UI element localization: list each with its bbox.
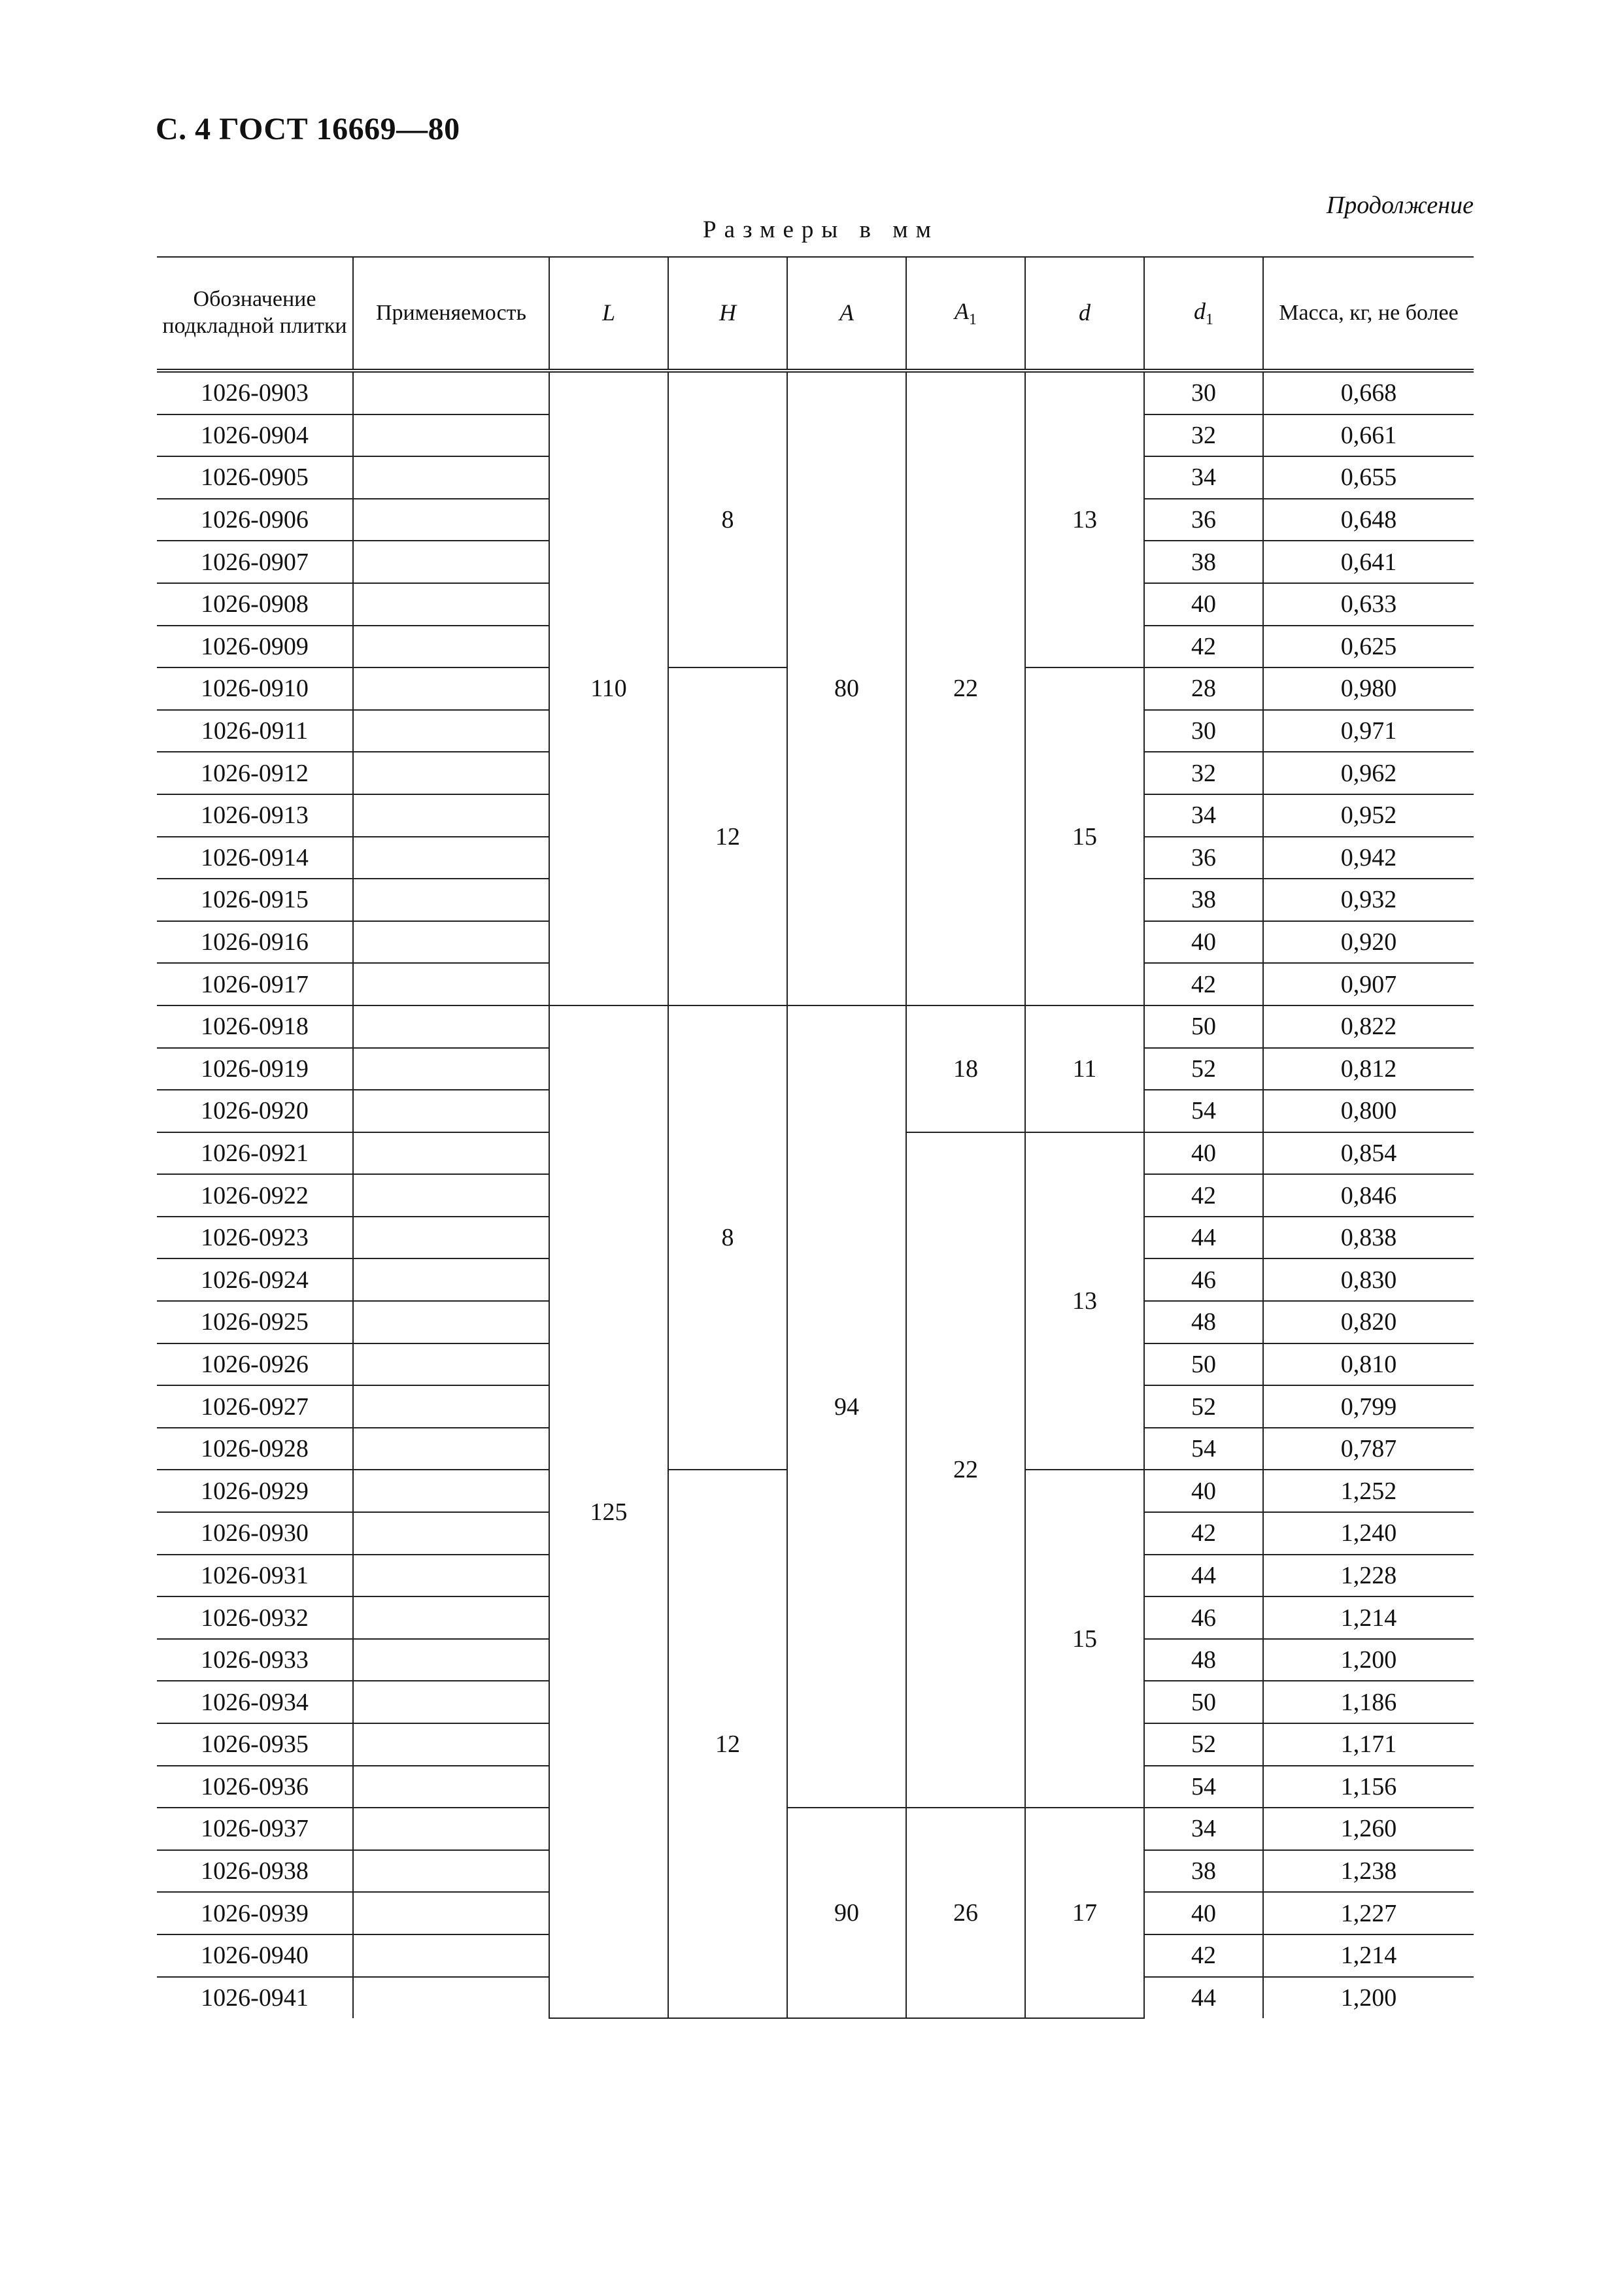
d-value-cell: 15 [1025, 667, 1144, 1005]
header-mass: Масса, кг, не более [1263, 257, 1474, 371]
d1-value-cell: 42 [1144, 1934, 1263, 1977]
d-value-cell: 15 [1025, 1470, 1144, 1808]
table-header-row [157, 257, 1474, 371]
designation-cell: 1026-0930 [157, 1512, 353, 1555]
header-d1 [1144, 257, 1263, 371]
designation-cell: 1026-0932 [157, 1596, 353, 1639]
A1-value-cell: 22 [906, 1132, 1025, 1808]
d1-value-cell: 40 [1144, 1470, 1263, 1512]
designation-cell: 1026-0934 [157, 1681, 353, 1723]
d-value-cell: 11 [1025, 1005, 1144, 1132]
header-A: A [787, 257, 906, 371]
designation-cell: 1026-0925 [157, 1301, 353, 1343]
d1-value-cell: 44 [1144, 1555, 1263, 1597]
designation-cell: 1026-0938 [157, 1850, 353, 1893]
applicability-cell [353, 1385, 549, 1428]
designation-cell: 1026-0915 [157, 879, 353, 921]
applicability-cell [353, 541, 549, 583]
d1-value-cell: 48 [1144, 1301, 1263, 1343]
d1-value-cell: 46 [1144, 1258, 1263, 1301]
mass-cell: 1,186 [1263, 1681, 1474, 1723]
header-A1 [906, 257, 1025, 371]
d1-value-cell: 40 [1144, 921, 1263, 964]
designation-cell: 1026-0917 [157, 963, 353, 1005]
applicability-cell [353, 1048, 549, 1090]
H-value-cell: 12 [668, 667, 787, 1005]
applicability-cell [353, 1723, 549, 1766]
designation-cell: 1026-0904 [157, 414, 353, 457]
applicability-cell [353, 1639, 549, 1681]
applicability-cell [353, 1174, 549, 1217]
designation-cell: 1026-0909 [157, 626, 353, 668]
mass-cell: 0,907 [1263, 963, 1474, 1005]
designation-cell: 1026-0924 [157, 1258, 353, 1301]
applicability-cell [353, 371, 549, 414]
page-header: С. 4 ГОСТ 16669—80 [156, 112, 460, 146]
designation-cell: 1026-0903 [157, 371, 353, 414]
mass-cell: 0,932 [1263, 879, 1474, 921]
designation-cell: 1026-0940 [157, 1934, 353, 1977]
designation-cell: 1026-0908 [157, 583, 353, 626]
d1-value-cell: 38 [1144, 1850, 1263, 1893]
applicability-cell [353, 1596, 549, 1639]
designation-cell: 1026-0939 [157, 1892, 353, 1934]
designation-cell: 1026-0907 [157, 541, 353, 583]
mass-cell: 1,228 [1263, 1555, 1474, 1597]
designation-cell: 1026-0929 [157, 1470, 353, 1512]
applicability-cell [353, 1258, 549, 1301]
d1-value-cell: 54 [1144, 1766, 1263, 1808]
A-value-cell: 90 [787, 1808, 906, 2018]
d1-value-cell: 44 [1144, 1977, 1263, 2019]
A1-value-cell: 26 [906, 1808, 1025, 2018]
d-value-cell: 13 [1025, 1132, 1144, 1470]
mass-cell: 0,625 [1263, 626, 1474, 668]
d1-value-cell: 34 [1144, 456, 1263, 499]
d1-value-cell: 50 [1144, 1681, 1263, 1723]
d1-value-cell: 32 [1144, 414, 1263, 457]
continuation-label: Продолжение [1326, 192, 1474, 219]
applicability-cell [353, 456, 549, 499]
designation-cell: 1026-0933 [157, 1639, 353, 1681]
units-label: Размеры в мм [703, 216, 939, 243]
designation-cell: 1026-0911 [157, 710, 353, 752]
d1-value-cell: 40 [1144, 1132, 1263, 1175]
applicability-cell [353, 1470, 549, 1512]
applicability-cell [353, 414, 549, 457]
mass-cell: 0,854 [1263, 1132, 1474, 1175]
applicability-cell [353, 499, 549, 541]
d1-value-cell: 30 [1144, 710, 1263, 752]
H-value-cell: 12 [668, 1470, 787, 2018]
mass-cell: 0,920 [1263, 921, 1474, 964]
mass-cell: 0,952 [1263, 794, 1474, 837]
mass-cell: 0,980 [1263, 667, 1474, 710]
designation-cell: 1026-0927 [157, 1385, 353, 1428]
applicability-cell [353, 794, 549, 837]
designation-cell: 1026-0926 [157, 1343, 353, 1386]
mass-cell: 0,661 [1263, 414, 1474, 457]
mass-cell: 0,820 [1263, 1301, 1474, 1343]
mass-cell: 1,227 [1263, 1892, 1474, 1934]
applicability-cell [353, 1892, 549, 1934]
L-value-cell: 110 [549, 371, 668, 1005]
d1-value-cell: 50 [1144, 1005, 1263, 1048]
designation-cell: 1026-0920 [157, 1090, 353, 1132]
mass-cell: 1,240 [1263, 1512, 1474, 1555]
d1-value-cell: 42 [1144, 963, 1263, 1005]
designation-cell: 1026-0914 [157, 837, 353, 879]
applicability-cell [353, 1343, 549, 1386]
d1-value-cell: 46 [1144, 1596, 1263, 1639]
designation-cell: 1026-0916 [157, 921, 353, 964]
header-applicability: Применяемость [353, 257, 549, 371]
d1-value-cell: 42 [1144, 626, 1263, 668]
designation-cell: 1026-0918 [157, 1005, 353, 1048]
table-body [157, 371, 1474, 2018]
mass-cell: 1,156 [1263, 1766, 1474, 1808]
mass-cell: 0,810 [1263, 1343, 1474, 1386]
designation-cell: 1026-0941 [157, 1977, 353, 2019]
d1-value-cell: 32 [1144, 752, 1263, 794]
mass-cell: 1,214 [1263, 1596, 1474, 1639]
L-value-cell: 125 [549, 1005, 668, 2018]
header-A1-subscript: 1 [969, 311, 977, 328]
applicability-cell [353, 1808, 549, 1850]
d1-value-cell: 42 [1144, 1512, 1263, 1555]
mass-cell: 1,171 [1263, 1723, 1474, 1766]
table-row [157, 1005, 1474, 1048]
applicability-cell [353, 1132, 549, 1175]
designation-cell: 1026-0922 [157, 1174, 353, 1217]
d1-value-cell: 40 [1144, 583, 1263, 626]
mass-cell: 1,252 [1263, 1470, 1474, 1512]
A-value-cell: 80 [787, 371, 906, 1005]
designation-cell: 1026-0936 [157, 1766, 353, 1808]
mass-cell: 0,799 [1263, 1385, 1474, 1428]
applicability-cell [353, 1005, 549, 1048]
mass-cell: 0,822 [1263, 1005, 1474, 1048]
d1-value-cell: 48 [1144, 1639, 1263, 1681]
designation-cell: 1026-0937 [157, 1808, 353, 1850]
H-value-cell: 8 [668, 371, 787, 667]
applicability-cell [353, 963, 549, 1005]
d-value-cell: 13 [1025, 371, 1144, 667]
designation-cell: 1026-0923 [157, 1217, 353, 1259]
designation-cell: 1026-0912 [157, 752, 353, 794]
d1-value-cell: 50 [1144, 1343, 1263, 1386]
table-row [157, 371, 1474, 414]
A-value-cell: 94 [787, 1005, 906, 1808]
mass-cell: 0,962 [1263, 752, 1474, 794]
applicability-cell [353, 1681, 549, 1723]
mass-cell: 0,668 [1263, 371, 1474, 414]
mass-cell: 1,260 [1263, 1808, 1474, 1850]
applicability-cell [353, 1428, 549, 1470]
header-d: d [1025, 257, 1144, 371]
applicability-cell [353, 837, 549, 879]
d1-value-cell: 36 [1144, 837, 1263, 879]
mass-cell: 0,641 [1263, 541, 1474, 583]
mass-cell: 0,942 [1263, 837, 1474, 879]
d-value-cell: 17 [1025, 1808, 1144, 2018]
d1-value-cell: 54 [1144, 1090, 1263, 1132]
d1-value-cell: 40 [1144, 1892, 1263, 1934]
header-d1-symbol: d [1194, 297, 1206, 324]
H-value-cell: 8 [668, 1005, 787, 1470]
d1-value-cell: 38 [1144, 879, 1263, 921]
d1-value-cell: 52 [1144, 1723, 1263, 1766]
applicability-cell [353, 583, 549, 626]
d1-value-cell: 42 [1144, 1174, 1263, 1217]
mass-cell: 1,200 [1263, 1977, 1474, 2019]
mass-cell: 1,214 [1263, 1934, 1474, 1977]
applicability-cell [353, 710, 549, 752]
designation-cell: 1026-0919 [157, 1048, 353, 1090]
header-A1-symbol: A [955, 297, 969, 324]
applicability-cell [353, 921, 549, 964]
header-d1-subscript: 1 [1206, 311, 1213, 328]
applicability-cell [353, 1555, 549, 1597]
d1-value-cell: 34 [1144, 794, 1263, 837]
mass-cell: 0,830 [1263, 1258, 1474, 1301]
mass-cell: 0,800 [1263, 1090, 1474, 1132]
designation-cell: 1026-0905 [157, 456, 353, 499]
d1-value-cell: 28 [1144, 667, 1263, 710]
mass-cell: 0,648 [1263, 499, 1474, 541]
designation-cell: 1026-0913 [157, 794, 353, 837]
table-row [157, 1808, 1474, 1850]
applicability-cell [353, 1301, 549, 1343]
applicability-cell [353, 1090, 549, 1132]
d1-value-cell: 38 [1144, 541, 1263, 583]
designation-cell: 1026-0906 [157, 499, 353, 541]
applicability-cell [353, 1850, 549, 1893]
d1-value-cell: 54 [1144, 1428, 1263, 1470]
designation-cell: 1026-0910 [157, 667, 353, 710]
applicability-cell [353, 1217, 549, 1259]
applicability-cell [353, 1512, 549, 1555]
applicability-cell [353, 1766, 549, 1808]
designation-cell: 1026-0921 [157, 1132, 353, 1175]
d1-value-cell: 36 [1144, 499, 1263, 541]
d1-value-cell: 34 [1144, 1808, 1263, 1850]
dimensions-table [157, 256, 1474, 2019]
mass-cell: 0,655 [1263, 456, 1474, 499]
mass-cell: 0,846 [1263, 1174, 1474, 1217]
applicability-cell [353, 879, 549, 921]
d1-value-cell: 52 [1144, 1048, 1263, 1090]
applicability-cell [353, 752, 549, 794]
applicability-cell [353, 1934, 549, 1977]
mass-cell: 0,838 [1263, 1217, 1474, 1259]
A1-value-cell: 22 [906, 371, 1025, 1005]
applicability-cell [353, 667, 549, 710]
header-L: L [549, 257, 668, 371]
d1-value-cell: 44 [1144, 1217, 1263, 1259]
A1-value-cell: 18 [906, 1005, 1025, 1132]
applicability-cell [353, 626, 549, 668]
applicability-cell [353, 1977, 549, 2019]
header-designation: Обозначение подкладной плитки [157, 257, 353, 371]
mass-cell: 0,971 [1263, 710, 1474, 752]
d1-value-cell: 52 [1144, 1385, 1263, 1428]
designation-cell: 1026-0931 [157, 1555, 353, 1597]
d1-value-cell: 30 [1144, 371, 1263, 414]
mass-cell: 0,812 [1263, 1048, 1474, 1090]
mass-cell: 1,200 [1263, 1639, 1474, 1681]
header-H: H [668, 257, 787, 371]
designation-cell: 1026-0928 [157, 1428, 353, 1470]
mass-cell: 0,787 [1263, 1428, 1474, 1470]
designation-cell: 1026-0935 [157, 1723, 353, 1766]
mass-cell: 0,633 [1263, 583, 1474, 626]
mass-cell: 1,238 [1263, 1850, 1474, 1893]
